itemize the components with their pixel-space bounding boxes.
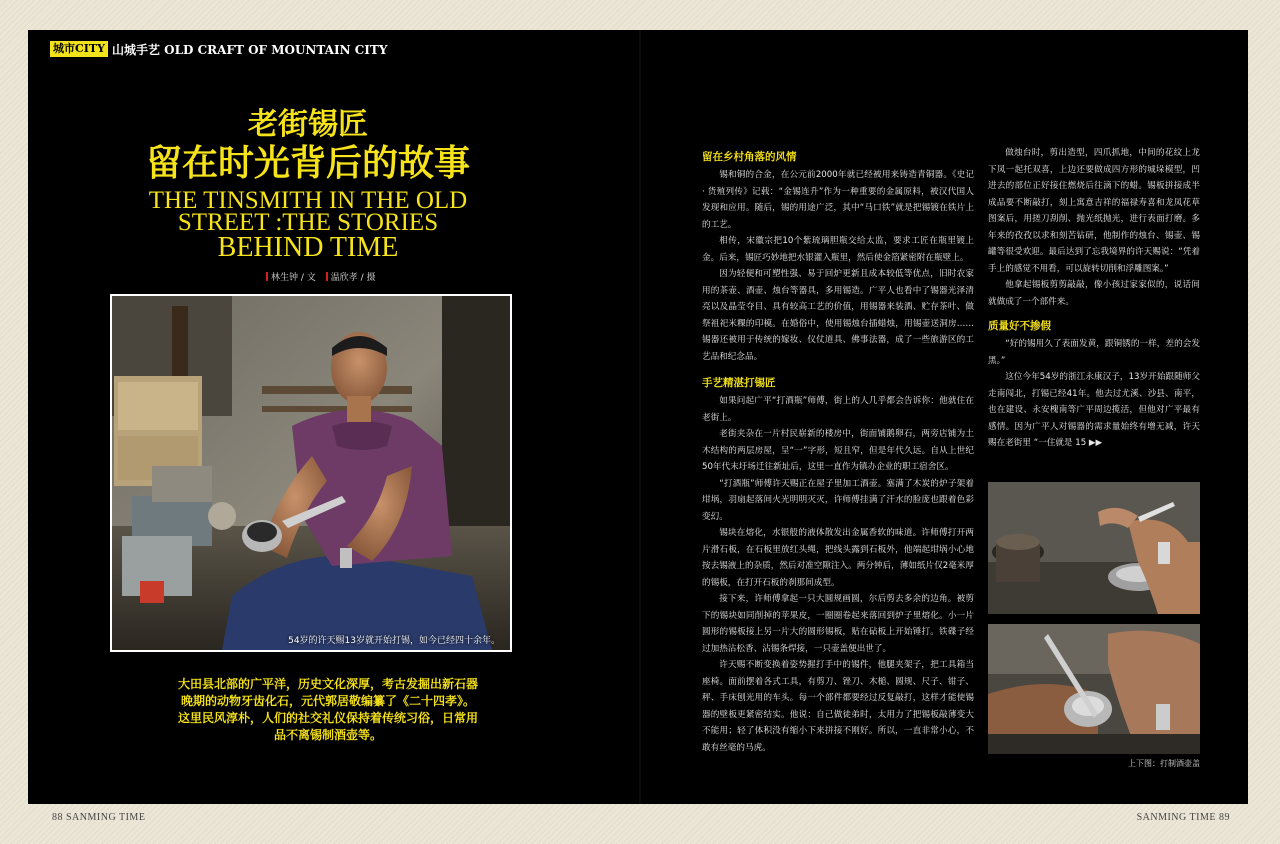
lid-making-photo-illustration xyxy=(988,624,1200,754)
paragraph: 他拿起锡板剪剪敲敲，像小孩过家家似的，说话间就做成了一个部件来。 xyxy=(988,280,1200,307)
side-photo-top xyxy=(988,482,1200,614)
title-english-line3: BEHIND TIME xyxy=(217,232,399,263)
paragraph: 老街夹杂在一片村民崭新的楼房中，街面铺鹅卵石，两旁店铺为土木结构的两层房屋，呈“一”字形，短且窄，但是年代久远。自从上世纪50年代末圩场迁往新址后，这里一直作为镇办企业的职工宿舍区。 xyxy=(702,429,974,472)
author-credit: 林生钟 / 文 xyxy=(266,270,316,283)
workshop-photo-illustration xyxy=(988,482,1200,614)
paragraph: 相传，宋徽宗把10个紫琉璃胆瓶交给太监，要求工匠在瓶里镀上金。后来，锡匠巧妙地把水银灌入瓶里，然后使金箔紧密附在瓶壁上。 xyxy=(702,236,974,263)
main-photo-caption: 54岁的许天赐13岁就开始打锡，如今已经四十余年。 xyxy=(288,636,500,646)
paragraph: “打酒瓶”师傅许天赐正在屋子里加工酒壶。塞满了木炭的炉子架着坩埚，羽扇起落间火光明明灭灭，许师傅挂满了汗水的脸庞也跟着色彩变幻。 xyxy=(702,478,974,522)
title-english-line2: STREET :THE STORIES xyxy=(177,209,439,236)
article-column-2 xyxy=(988,145,1200,452)
section-heading-3: 质量好不掺假 xyxy=(988,320,1051,332)
paragraph: 锡和铜的合金，在公元前2000年就已经被用来铸造青铜器。《史记 · 货殖列传》记载：“金锡连升”作为一种重要的金属原料，被汉代国人发现和应用。随后，锡的用途广泛，其中“马口铁”就是把锡镀在铁片上的工艺。 xyxy=(702,170,974,230)
paragraph: 因为轻便和可塑性强、易于回炉更新且成本较低等优点，旧时农家用的茶壶、酒壶、烛台等器具，多用锡造。广平人也看中了锡器光泽清亮以及晶莹夺目、具有较高工艺的价值，用锡器来装酒、贮存茶叶、做祭祖祀米粿的印模。在婚俗中，使用锡烛台插蜡烛，用锡壶送洞房……锡器还被用于传统的嫁妆、仪仗道具、佛事法器，成了一些旅游区的工艺品和纪念品。 xyxy=(702,269,974,362)
paragraph: 做烛台时，剪出造型，四爪抓地，中间的花纹上龙下凤一起托双喜，上边还要做成四方形的城垛模型，凹进去的部位正好接住燃烧后往滴下的蜡。锡板拼接成半成品要不断敲打，刻上寓意吉祥的福禄寿喜和龙凤花草图案后，用搓刀刮削、抛光纸抛光，进行表面打磨。多年来的孜孜以求和刻苦钻研，他制作的烛台、锡壶、锡罐等很受欢迎。最后达到了忘我境界的许天赐说：“凭着手上的感觉不用看，可以旋转切削和浮雕图案。” xyxy=(988,148,1200,274)
section-header xyxy=(50,40,387,58)
paragraph: “好的锡用久了表面发黄，跟铜锈的一样，差的会发黑。” xyxy=(988,339,1200,366)
category-title: 山城手艺 OLD CRAFT OF MOUNTAIN CITY xyxy=(111,42,388,57)
section-heading-1: 留在乡村角落的风情 xyxy=(702,151,797,163)
paragraph: 锡块在熔化，水银般的液体散发出金属香软的味道。许师傅打开两片滑石板，在石板里放红头绳，把线头露到石板外，他端起坩埚小心地按去锡液上的杂质，然后对准空隙注入。两分钟后，薄如纸片仅2毫米厚的锡板，在打开石板的刹那间成型。 xyxy=(702,528,974,588)
title-english xyxy=(128,187,488,263)
paragraph: 许天赐不断变换着姿势握打手中的锡件，他腿夹架子，把工具箱当座椅。面前摆着各式工具，有剪刀、锉刀、木槌、圆规、尺子、钳子、秤、手床刨光用的车头。每一个部件都要经过反复敲打，这样才能使锡器的壁板更紧密结实。他说：自己做徒弟时，太用力了把锡板敲薄变大不能用；轻了体积没有缩小下来拼接不刚好。所以，一直非常小心，不敢有丝毫的马虎。 xyxy=(702,660,974,753)
page-gutter xyxy=(639,30,641,804)
folio-left: 88 SANMING TIME xyxy=(52,812,146,823)
title-chinese-line1: 老街锡匠 xyxy=(248,107,368,142)
main-photo-tinsmith xyxy=(110,294,512,652)
paragraph: 接下来，许师傅拿起一只大圆规画圆，尔后剪去多余的边角。被剪下的锡块如同削掉的苹果皮，一圈圈卷起来落回到炉子里熔化。小一片圆形的锡板接上另一片大的圆形锡板，贴在砧板上开始锤打。铁碟子经过加热沾松香、沾锡条焊接，一只壶盖便出世了。 xyxy=(702,594,974,654)
photographer-credit: 温欣孝 / 摄 xyxy=(326,270,376,283)
paragraph: 如果问起广平“打酒瓶”师傅，街上的人几乎都会告诉你：他就住在老街上。 xyxy=(702,396,974,423)
intro-paragraph: 大田县北部的广平洋，历史文化深厚，考古发掘出新石器晚期的动物牙齿化石，元代郭居敬编纂了《二十四孝》。这里民风淳朴，人们的社交礼仪保持着传统习俗，日常用品不离锡制酒壶等。 xyxy=(178,677,479,742)
section-heading-2: 手艺精湛打锡匠 xyxy=(702,377,776,389)
article-column-1 xyxy=(702,145,974,756)
paragraph: 这位今年54岁的浙江永康汉子，13岁开始跟随师父走南闯北，打锡已经41年。他去过尤溪、沙县、南平，也在建设、永安槐南等广平周边揽活，但他对广平最有感情。因为广平人对锡器的需求量始终有增无减，许天赐在老街里 “一住就是 15 ▶▶ xyxy=(988,372,1200,448)
title-english-line1: THE TINSMITH IN THE OLD xyxy=(148,187,468,214)
side-photo-bottom xyxy=(988,624,1200,754)
byline xyxy=(266,270,376,283)
title-chinese-line2: 留在时光背后的故事 xyxy=(145,142,470,184)
category-badge: 城市CITY xyxy=(50,41,108,57)
tinsmith-photo-illustration xyxy=(112,296,510,650)
side-photo-caption: 上下图：打制酒壶盖 xyxy=(1128,759,1200,768)
folio-right: SANMING TIME 89 xyxy=(1136,812,1230,823)
